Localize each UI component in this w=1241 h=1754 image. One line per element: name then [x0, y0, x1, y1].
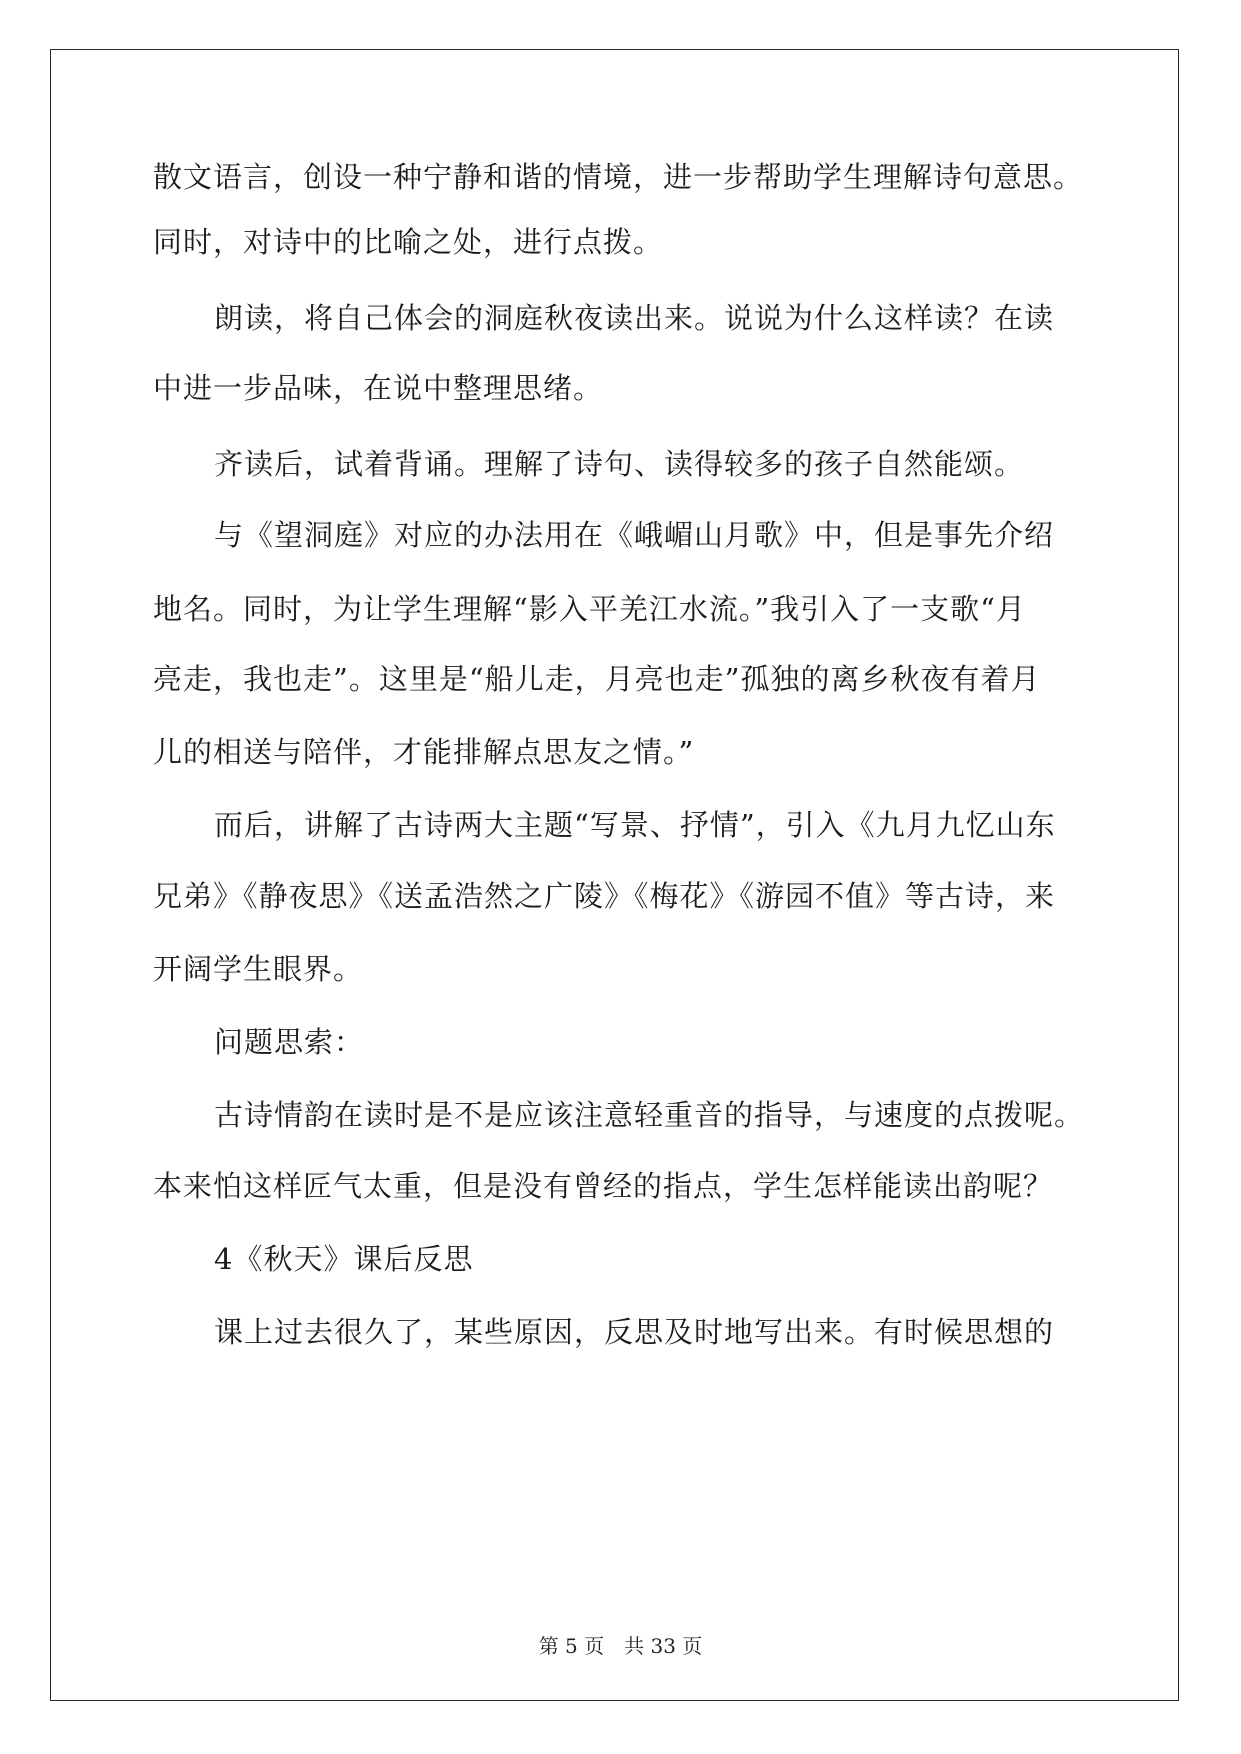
text-line: 中进一步品味，在说中整理思绪。 — [153, 371, 604, 405]
text-line: 开阔学生眼界。 — [153, 952, 364, 986]
paragraph-start: 课上过去很久了，某些原因，反思及时地写出来。有时候思想的 — [214, 1315, 1055, 1349]
section-heading: 问题思索： — [214, 1025, 365, 1059]
paragraph-start: 而后，讲解了古诗两大主题“写景、抒情”，引入《九月九忆山东 — [214, 808, 1056, 842]
paragraph-start: 与《望洞庭》对应的办法用在《峨嵋山月歌》中，但是事先介绍 — [214, 518, 1055, 552]
text-line: 地名。同时，为让学生理解“影入平羌江水流。”我引入了一支歌“月 — [153, 592, 1026, 626]
paragraph-start: 古诗情韵在读时是不是应该注意轻重音的指导，与速度的点拨呢。 — [214, 1098, 1085, 1132]
paragraph-start: 朗读，将自己体会的洞庭秋夜读出来。说说为什么这样读？在读 — [214, 301, 1055, 335]
page-border — [50, 49, 1179, 1701]
paragraph-start: 齐读后，试着背诵。理解了诗句、读得较多的孩子自然能颂。 — [214, 447, 1025, 481]
text-line: 本来怕这样匠气太重，但是没有曾经的指点，学生怎样能读出韵呢？ — [153, 1169, 1054, 1203]
text-line: 亮走，我也走”。这里是“船儿走，月亮也走”孤独的离乡秋夜有着月 — [153, 662, 1041, 696]
text-line: 儿的相送与陪伴，才能排解点思友之情。” — [153, 735, 695, 769]
text-line: 散文语言，创设一种宁静和谐的情境，进一步帮助学生理解诗句意思。 — [153, 160, 1084, 194]
section-heading: 4《秋天》课后反思 — [214, 1242, 474, 1276]
page-number: 第 5 页 共 33 页 — [538, 1634, 703, 1658]
text-line: 兄弟》《静夜思》《送孟浩然之广陵》《梅花》《游园不值》等古诗，来 — [153, 879, 1056, 913]
text-line: 同时，对诗中的比喻之处，进行点拨。 — [153, 225, 664, 259]
